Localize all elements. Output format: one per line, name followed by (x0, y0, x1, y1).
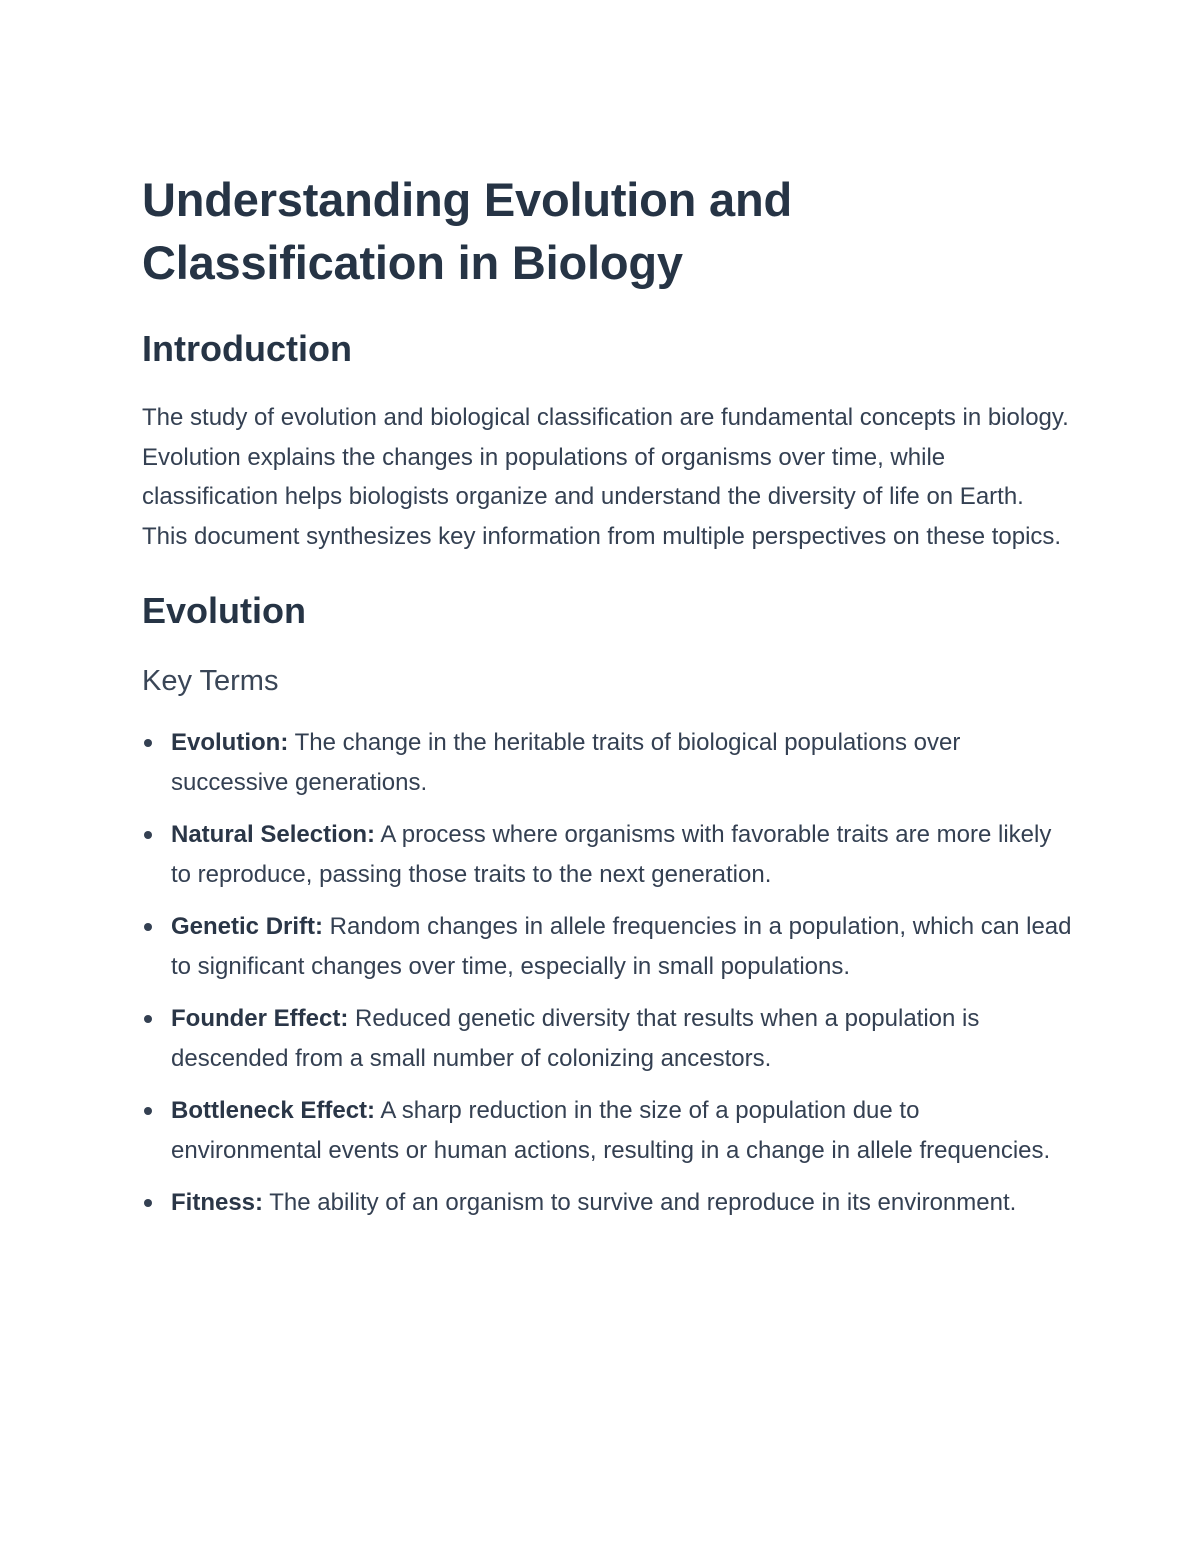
list-item (142, 1091, 1072, 1170)
term-definition: Reduced genetic diversity that results when a population is descended from a small number of colonizing ancestors. (171, 1005, 980, 1072)
bullet-icon (144, 923, 152, 931)
list-item (142, 999, 1072, 1078)
term-name: Natural Selection: (171, 821, 376, 848)
list-item (142, 815, 1072, 894)
bullet-icon (144, 739, 152, 747)
term-name: Fitness: (171, 1189, 264, 1216)
term-name: Evolution: (171, 729, 289, 756)
term-definition: A process where organisms with favorable traits are more likely to reproduce, passing those traits to the next generation. (171, 821, 1052, 888)
list-item (142, 1183, 1072, 1223)
term-name: Bottleneck Effect: (171, 1097, 376, 1124)
key-terms-list (142, 723, 1072, 1223)
bullet-icon (144, 831, 152, 839)
term-definition: The change in the heritable traits of biological populations over successive generations. (171, 729, 961, 796)
term-name: Genetic Drift: (171, 913, 324, 940)
term-definition: Random changes in allele frequencies in a population, which can lead to significant changes over time, especially in small populations. (171, 913, 1072, 980)
bullet-icon (144, 1107, 152, 1115)
key-terms-heading: Key Terms (142, 665, 279, 697)
document-title: Understanding Evolution and Classification in Biology (142, 173, 792, 289)
introduction-heading: Introduction (142, 328, 352, 369)
term-definition: The ability of an organism to survive and reproduce in its environment. (263, 1189, 1017, 1216)
introduction-paragraph: The study of evolution and biological classification are fundamental concepts in biology. Evolution explains the changes in populations of organisms over time, while classification helps biologists organize and understand the diversity of life on Earth. This document synthesizes key information from multiple perspectives on these topics. (142, 404, 1069, 550)
list-item (142, 907, 1072, 986)
list-item (142, 723, 1072, 802)
term-definition: A sharp reduction in the size of a population due to environmental events or human actions, resulting in a change in allele frequencies. (171, 1097, 1051, 1164)
bullet-icon (144, 1199, 152, 1207)
bullet-icon (144, 1015, 152, 1023)
evolution-heading: Evolution (142, 590, 306, 631)
document-page (142, 168, 1072, 1236)
term-name: Founder Effect: (171, 1005, 349, 1032)
